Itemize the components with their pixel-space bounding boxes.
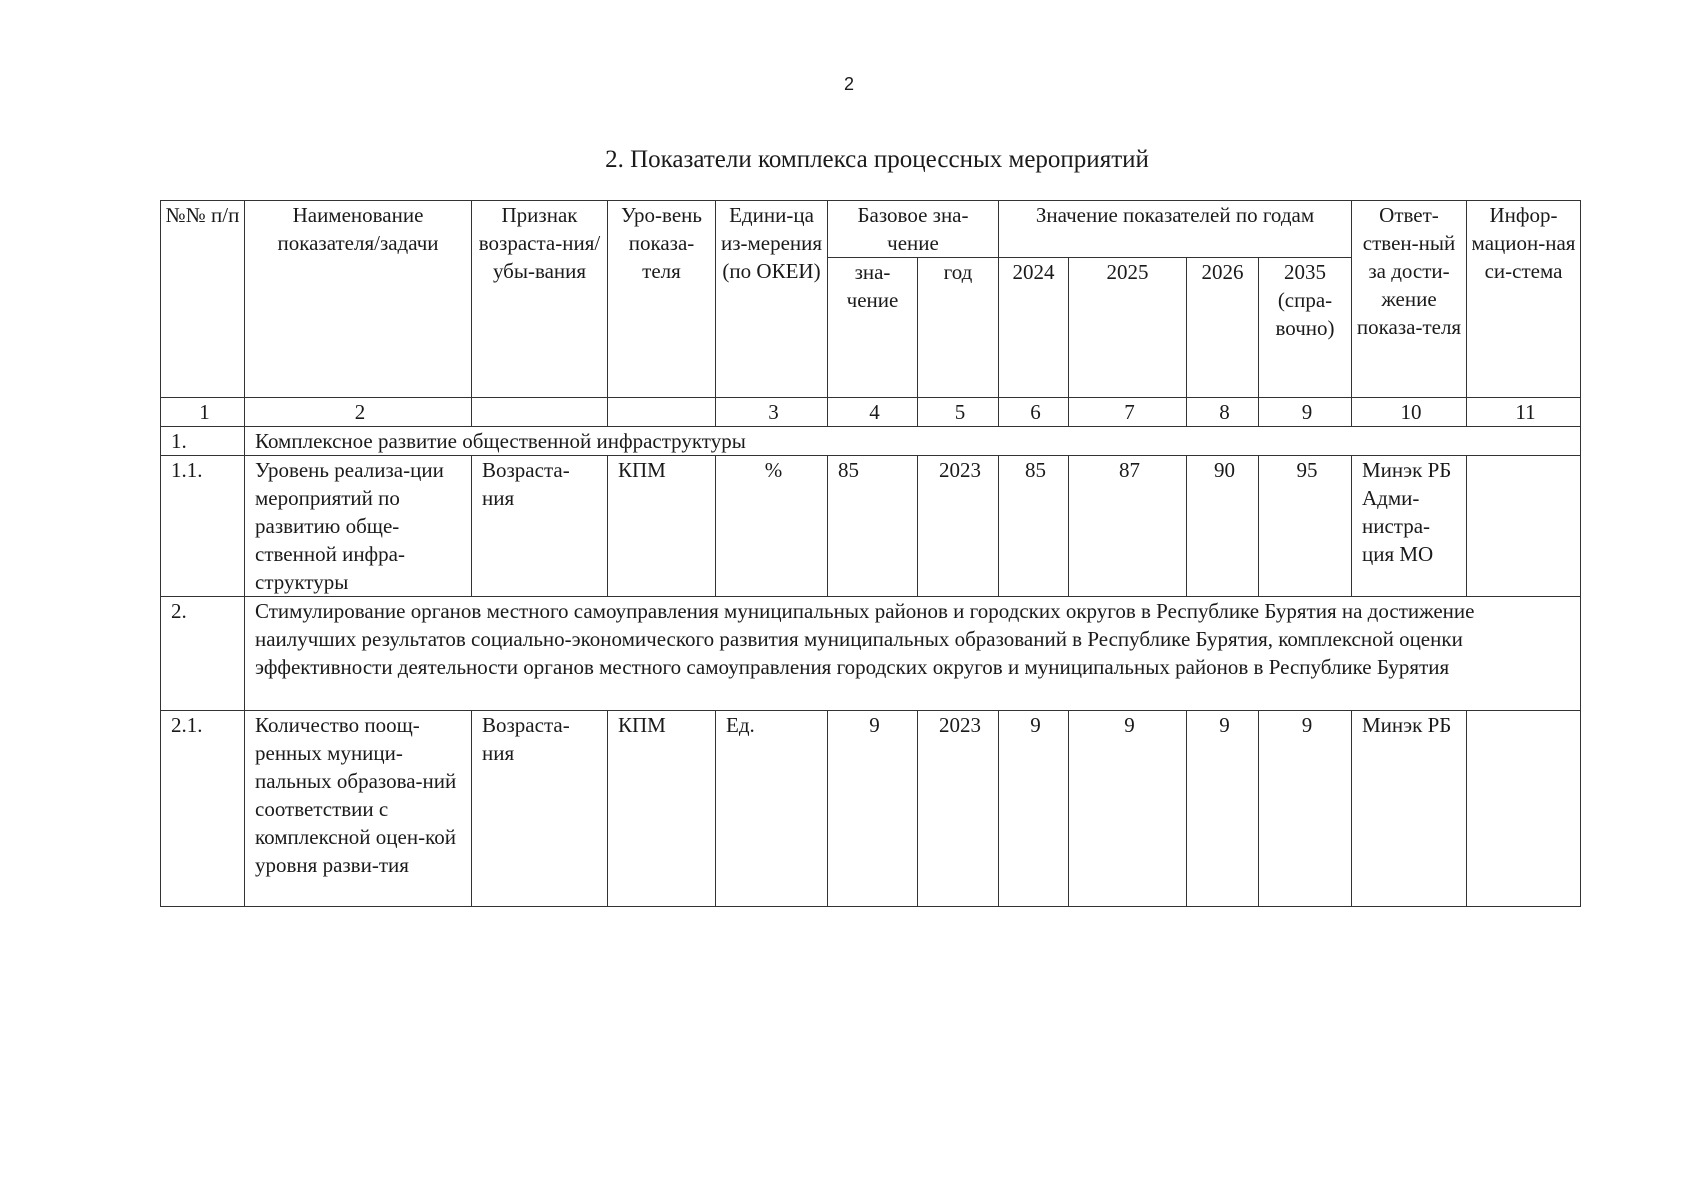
header-base-group: Базовое зна-чение: [828, 201, 999, 258]
task-row: [161, 427, 1581, 456]
column-number: 2: [245, 398, 472, 427]
indicator-name: Количество поощ-ренных муници-пальных образова-ний соответствии с комплексной оцен-кой уровня разви-тия: [245, 711, 472, 907]
indicator-2025: 9: [1069, 711, 1187, 907]
header-row-1: [161, 201, 1581, 258]
indicator-2026: 9: [1187, 711, 1259, 907]
indicator-info-system: [1467, 456, 1581, 597]
task-row: [161, 597, 1581, 711]
column-number: 1: [161, 398, 245, 427]
column-number: 11: [1467, 398, 1581, 427]
task-title: Стимулирование органов местного самоуправления муниципальных районов и городских округов в Республике Бурятия на достижение наилучших результатов социально-экономического развития муниципальных образований в Республике Бурятия, комплексной оценки эффективности деятельности органов местного самоуправления городских округов и муниципальных районов в Республике Бурятия: [245, 597, 1581, 711]
column-number: 6: [999, 398, 1069, 427]
indicator-name: Уровень реализа-ции мероприятий по развитию обще-ственной инфра-структуры: [245, 456, 472, 597]
section-title: 2. Показатели комплекса процессных мероприятий: [605, 146, 1149, 173]
indicator-responsible: Минэк РБ Адми-нистра-ция МО: [1352, 456, 1467, 597]
indicator-base-year: 2023: [918, 711, 999, 907]
header-2025: 2025: [1069, 258, 1187, 398]
indicator-2025: 87: [1069, 456, 1187, 597]
indicator-number: 1.1.: [161, 456, 245, 597]
column-number: 3: [716, 398, 828, 427]
indicator-2035: 95: [1259, 456, 1352, 597]
header-base-value: зна-чение: [828, 258, 918, 398]
indicator-2035: 9: [1259, 711, 1352, 907]
column-number: 5: [918, 398, 999, 427]
indicator-base-value: 9: [828, 711, 918, 907]
column-number: 10: [1352, 398, 1467, 427]
column-number: [472, 398, 608, 427]
column-number: 4: [828, 398, 918, 427]
indicator-unit: Ед.: [716, 711, 828, 907]
indicator-level: КПМ: [608, 456, 716, 597]
task-number: 2.: [161, 597, 245, 711]
header-name: Наименование показателя/задачи: [245, 201, 472, 398]
header-responsible: Ответ-ствен-ный за дости-жение показа-теля: [1352, 201, 1467, 398]
indicator-info-system: [1467, 711, 1581, 907]
indicator-responsible: Минэк РБ: [1352, 711, 1467, 907]
indicator-row: [161, 711, 1581, 907]
indicator-2024: 9: [999, 711, 1069, 907]
indicator-base-value: 85: [828, 456, 918, 597]
indicator-2026: 90: [1187, 456, 1259, 597]
page-number: 2: [843, 74, 854, 94]
indicators-table: [160, 200, 1581, 907]
header-2026: 2026: [1187, 258, 1259, 398]
column-number: 7: [1069, 398, 1187, 427]
header-level: Уро-вень показа-теля: [608, 201, 716, 398]
indicator-sign: Возраста-ния: [472, 456, 608, 597]
task-title: Комплексное развитие общественной инфраструктуры: [245, 427, 1581, 456]
column-number: 9: [1259, 398, 1352, 427]
indicator-unit: %: [716, 456, 828, 597]
header-unit: Едини-ца из-мерения (по ОКЕИ): [716, 201, 828, 398]
indicator-base-year: 2023: [918, 456, 999, 597]
header-sign: Признак возраста-ния/ убы-вания: [472, 201, 608, 398]
indicator-sign: Возраста-ния: [472, 711, 608, 907]
indicator-2024: 85: [999, 456, 1069, 597]
column-number: 8: [1187, 398, 1259, 427]
column-numbers-row: [161, 398, 1581, 427]
header-num: №№ п/п: [161, 201, 245, 398]
header-info-system: Инфор-мацион-ная си-стема: [1467, 201, 1581, 398]
indicator-level: КПМ: [608, 711, 716, 907]
header-2035: 2035 (спра-вочно): [1259, 258, 1352, 398]
header-years-group: Значение показателей по годам: [999, 201, 1352, 258]
indicator-row: [161, 456, 1581, 597]
header-2024: 2024: [999, 258, 1069, 398]
column-number: [608, 398, 716, 427]
header-base-year: год: [918, 258, 999, 398]
task-number: 1.: [161, 427, 245, 456]
indicator-number: 2.1.: [161, 711, 245, 907]
